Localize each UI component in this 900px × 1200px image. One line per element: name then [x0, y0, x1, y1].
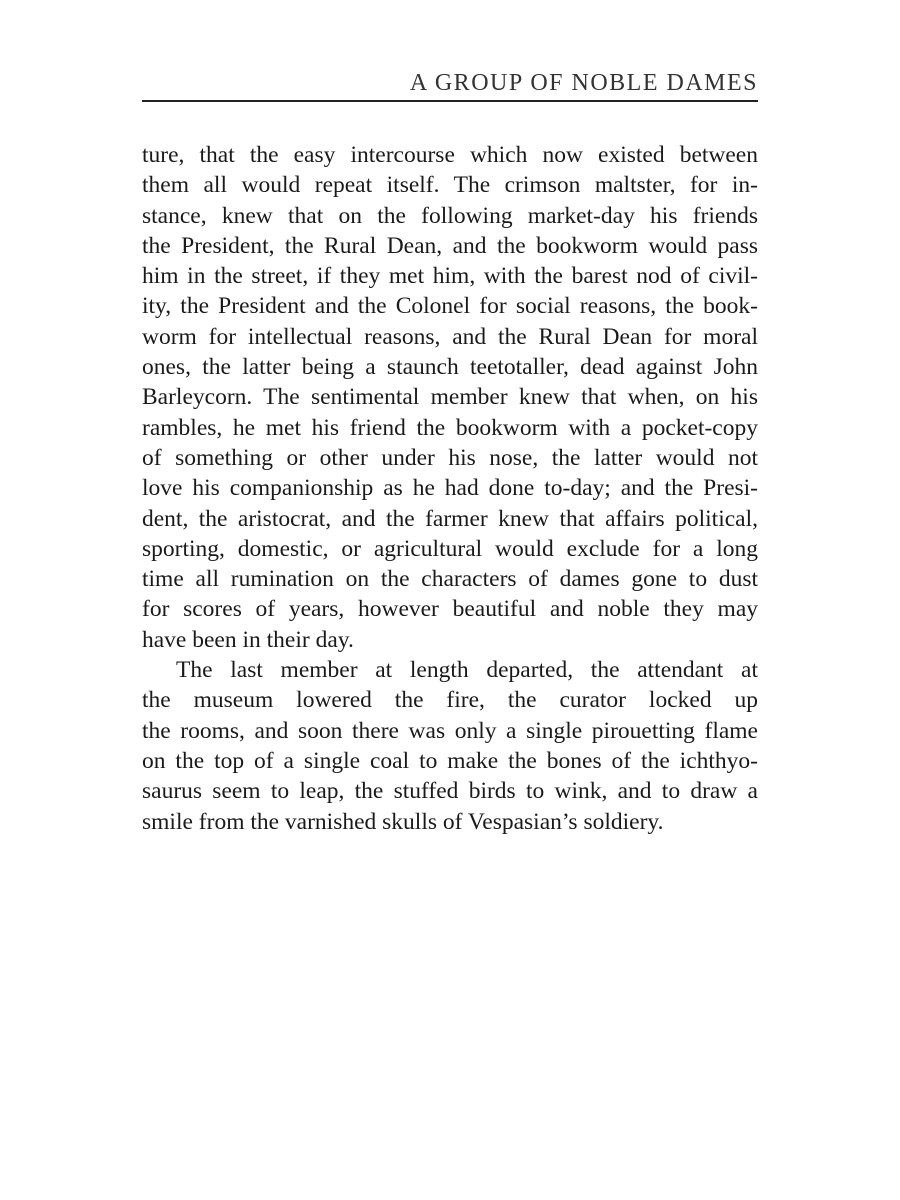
text-line: dent, the aristocrat, and the farmer knew that affairs political, [142, 505, 758, 532]
text-line: ity, the President and the Colonel for social reasons, the book- [142, 293, 758, 320]
paragraph [142, 655, 758, 837]
text-line: love his companionship as he had done to-day; and the Presi- [142, 475, 758, 502]
text-line: on the top of a single coal to make the bones of the ichthyo- [142, 747, 758, 774]
text-line: ones, the latter being a staunch teetotaller, dead against John [142, 354, 758, 381]
text-line: the rooms, and soon there was only a single pirouetting flame [142, 717, 758, 744]
text-line: The last member at length departed, the attendant at [176, 657, 758, 684]
text-line: for scores of years, however beautiful and noble they may [142, 596, 758, 623]
text-line: Barleycorn. The sentimental member knew that when, on his [142, 384, 758, 411]
running-head: A GROUP OF NOBLE DAMES [409, 70, 758, 96]
text-line: worm for intellectual reasons, and the Rural Dean for moral [142, 323, 758, 350]
text-line: them all would repeat itself. The crimson maltster, for in- [142, 172, 758, 199]
text-line: the President, the Rural Dean, and the bookworm would pass [142, 232, 758, 259]
text-line: saurus seem to leap, the stuffed birds to wink, and to draw a [142, 778, 758, 805]
text-line: time all rumination on the characters of dames gone to dust [142, 566, 758, 593]
text-line: of something or other under his nose, the latter would not [142, 444, 758, 471]
text-line: sporting, domestic, or agricultural would exclude for a long [142, 535, 758, 562]
text-line: stance, knew that on the following market-day his friends [142, 202, 758, 229]
paragraph [142, 140, 758, 655]
text-line: him in the street, if they met him, with the barest nod of civil- [142, 263, 758, 290]
text-line: rambles, he met his friend the bookworm with a pocket-copy [142, 414, 758, 441]
text-line: the museum lowered the fire, the curator locked up [142, 687, 758, 714]
text-line: have been in their day. [142, 626, 354, 653]
header-rule [142, 100, 758, 102]
text-line: smile from the varnished skulls of Vespasian’s soldiery. [142, 808, 664, 835]
body-text [142, 140, 758, 837]
text-line: ture, that the easy intercourse which now existed between [142, 142, 758, 168]
